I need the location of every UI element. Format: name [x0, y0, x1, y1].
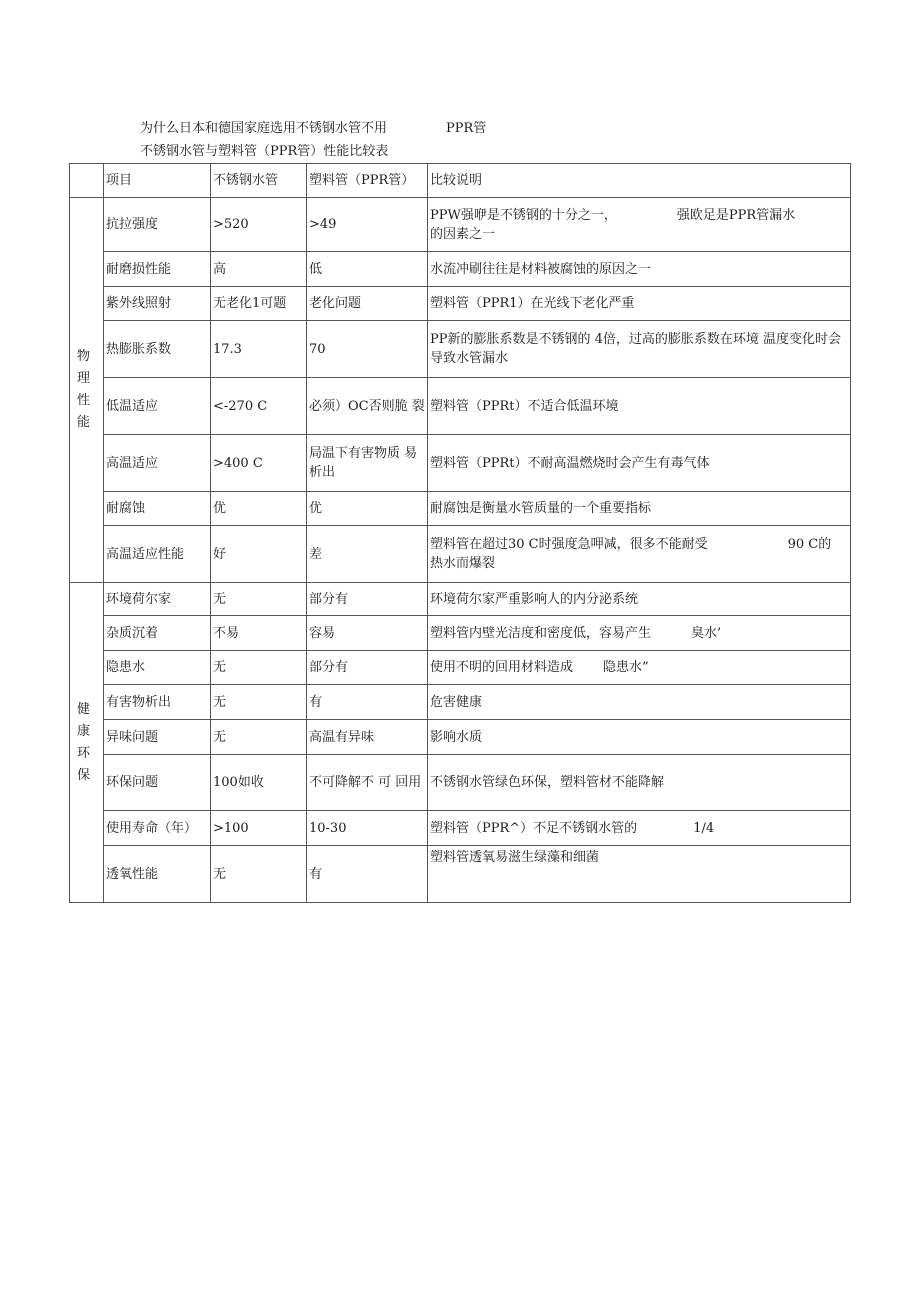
note-part: 90 C的	[787, 537, 832, 552]
row-ppr: 优	[307, 492, 428, 526]
row-steel: 不易	[211, 616, 307, 651]
table-row	[70, 378, 851, 435]
row-item: 环保问题	[104, 755, 211, 811]
row-ppr: 有	[307, 685, 428, 720]
table-row	[70, 252, 851, 287]
row-steel: 无	[211, 846, 307, 903]
note-part: PPW强咿是不锈钢的十分之一，	[430, 207, 617, 223]
row-note: PP新的膨胀系数是不锈钢的 4倍，过高的膨胀系数在环境 温度变化时会导致水管漏水	[428, 321, 851, 378]
row-note	[428, 526, 851, 583]
table-row	[70, 755, 851, 811]
header-category	[70, 164, 104, 198]
row-ppr: 局温下有害物质 易析出	[307, 435, 428, 492]
row-ppr: 容易	[307, 616, 428, 651]
row-steel: 优	[211, 492, 307, 526]
row-steel: >520	[211, 198, 307, 252]
row-note: 影响水质	[428, 720, 851, 755]
note-part: 臭水’	[691, 625, 722, 641]
row-steel: 无老化1可题	[211, 287, 307, 321]
row-note: 危害健康	[428, 685, 851, 720]
row-item: 抗拉强度	[104, 198, 211, 252]
table-row	[70, 811, 851, 846]
note-part: 强欧足是PPR管漏水	[676, 207, 796, 223]
row-steel: 无	[211, 720, 307, 755]
row-item: 热膨胀系数	[104, 321, 211, 378]
row-note	[428, 811, 851, 846]
row-item: 低温适应	[104, 378, 211, 435]
note-part: 1/4	[693, 820, 715, 836]
table-row	[70, 492, 851, 526]
header-note: 比较说明	[428, 164, 851, 198]
table-row	[70, 287, 851, 321]
row-note	[428, 616, 851, 651]
row-item: 使用寿命（年）	[104, 811, 211, 846]
table-row	[70, 651, 851, 685]
row-ppr: 70	[307, 321, 428, 378]
note-part: 热水而爆裂	[430, 556, 496, 571]
row-item: 紫外线照射	[104, 287, 211, 321]
row-note: 塑料管（PPRt）不适合低温环境	[428, 378, 851, 435]
row-item: 环境荷尔家	[104, 583, 211, 616]
note-part: 隐患水”	[603, 660, 649, 675]
note-part: 的因素之一	[430, 226, 496, 242]
row-item: 耐磨损性能	[104, 252, 211, 287]
row-ppr: 老化问题	[307, 287, 428, 321]
row-ppr: 低	[307, 252, 428, 287]
row-item: 异味问题	[104, 720, 211, 755]
row-ppr: >49	[307, 198, 428, 252]
row-item: 耐腐蚀	[104, 492, 211, 526]
row-note: 水流冲刷往往是材料被腐蚀的原因之一	[428, 252, 851, 287]
row-ppr: 部分有	[307, 583, 428, 616]
note-part: 塑料管（PPR^）不足不锈钢水管的	[430, 820, 638, 836]
row-ppr: 必须）OC否则脆 裂	[307, 378, 428, 435]
row-steel: 无	[211, 583, 307, 616]
row-steel: 无	[211, 685, 307, 720]
header-ppr: 塑料管（PPR管）	[307, 164, 428, 198]
row-item: 透氧性能	[104, 846, 211, 903]
row-item: 隐患水	[104, 651, 211, 685]
table-row	[70, 616, 851, 651]
table-row	[70, 846, 851, 903]
row-steel: >400 C	[211, 435, 307, 492]
table-row	[70, 435, 851, 492]
row-steel: 无	[211, 651, 307, 685]
row-ppr: 不可降解不 可 回用	[307, 755, 428, 811]
row-note: 塑料管（PPR1）在光线下老化严重	[428, 287, 851, 321]
row-item: 有害物析出	[104, 685, 211, 720]
note-part: 塑料管在超过30 C时强度急呷减，很多不能耐受	[430, 537, 708, 552]
document-title: 为什么日本和德国家庭选用不锈钢水管不用	[140, 121, 388, 136]
table-caption: 不锈钢水管与塑料管（PPR管）性能比较表	[140, 144, 389, 159]
document-title-suffix: PPR管	[446, 121, 487, 136]
header-steel: 不锈钢水管	[211, 164, 307, 198]
row-note: 不锈钢水管绿色环保，塑料管材不能降解	[428, 755, 851, 811]
row-note	[428, 651, 851, 685]
row-note: 塑料管（PPRt）不耐高温燃烧时会产生有毒气体	[428, 435, 851, 492]
row-ppr: 差	[307, 526, 428, 583]
category-physical: 物 理 性 能	[70, 198, 104, 583]
row-steel: 17.3	[211, 321, 307, 378]
note-part: 使用不明的回用材料造成	[430, 660, 574, 675]
row-steel: 100如收	[211, 755, 307, 811]
row-note	[428, 198, 851, 252]
row-steel: 高	[211, 252, 307, 287]
row-steel: 好	[211, 526, 307, 583]
table-row	[70, 685, 851, 720]
row-item: 杂质沉着	[104, 616, 211, 651]
table-row	[70, 198, 851, 252]
table-row	[70, 321, 851, 378]
table-row	[70, 526, 851, 583]
comparison-table	[69, 163, 851, 903]
row-steel: >100	[211, 811, 307, 846]
category-health: 健 康 环 保	[70, 583, 104, 903]
row-ppr: 高温有异味	[307, 720, 428, 755]
row-ppr: 有	[307, 846, 428, 903]
row-item: 高温适应性能	[104, 526, 211, 583]
row-note: 环境荷尔家严重影响人的内分泌系统	[428, 583, 851, 616]
row-note: 塑料管透氧易滋生绿藻和细菌	[428, 846, 851, 903]
table-row	[70, 720, 851, 755]
table-row	[70, 583, 851, 616]
table-header-row	[70, 164, 851, 198]
row-note: 耐腐蚀是衡量水管质量的一个重要指标	[428, 492, 851, 526]
row-item: 高温适应	[104, 435, 211, 492]
row-ppr: 10-30	[307, 811, 428, 846]
note-part: 塑料管内壁光洁度和密度低，容易产生	[430, 625, 652, 641]
row-ppr: 部分有	[307, 651, 428, 685]
header-item: 项目	[104, 164, 211, 198]
row-steel: <-270 C	[211, 378, 307, 435]
